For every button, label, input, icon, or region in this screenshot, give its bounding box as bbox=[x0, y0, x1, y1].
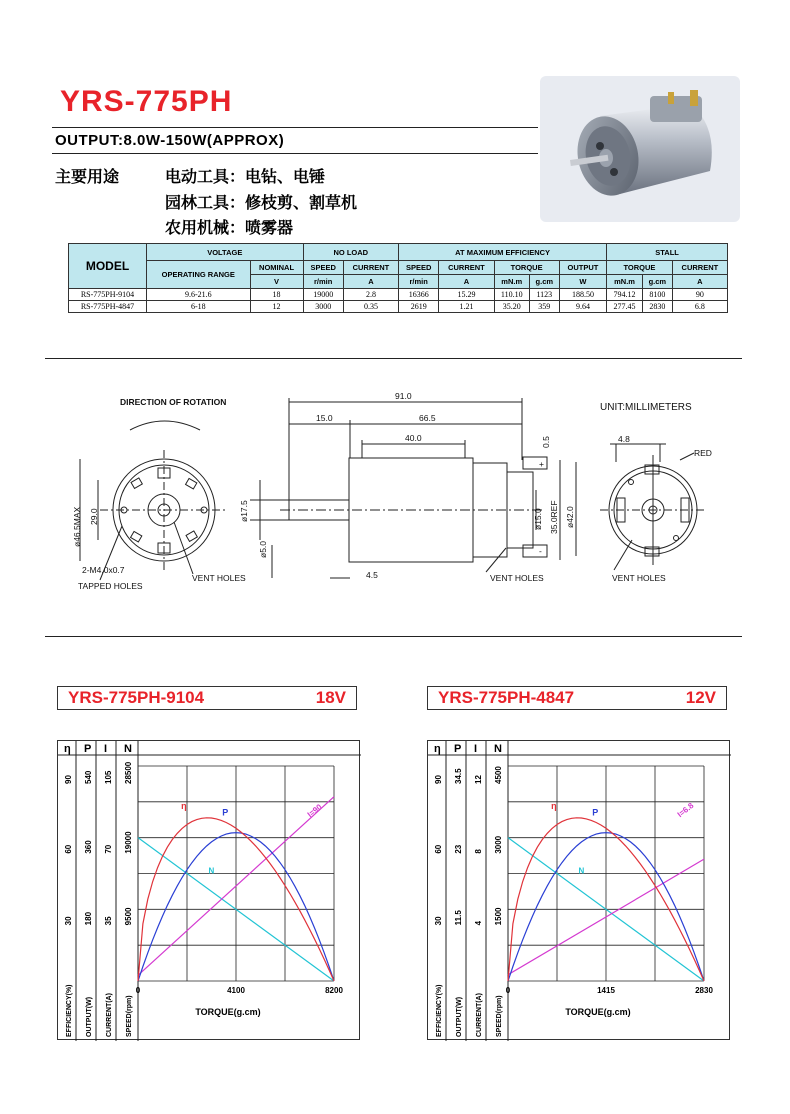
y-tick-label: 35 bbox=[104, 916, 113, 926]
cur-curve-label: I=90 bbox=[305, 802, 324, 820]
th-st-torque: TORQUE bbox=[607, 261, 673, 275]
y-tick-label: 90 bbox=[434, 775, 443, 784]
header-label: η bbox=[64, 743, 71, 755]
x-tick-label: 0 bbox=[505, 986, 511, 995]
dir-rotation-label: DIRECTION OF ROTATION bbox=[120, 397, 227, 407]
unit-mnm: mN.m bbox=[494, 275, 529, 289]
y-tick-label: 180 bbox=[84, 911, 93, 926]
out-curve-label: P bbox=[592, 807, 599, 818]
y-tick-label: 34.5 bbox=[454, 768, 463, 784]
eff-curve-label: η bbox=[551, 801, 557, 811]
axis-column-label: EFFICIENCY(%) bbox=[436, 984, 443, 1037]
unit-v: V bbox=[250, 275, 303, 289]
y-tick-label: 360 bbox=[84, 840, 93, 854]
cell-me-torque-gcm: 1123 bbox=[529, 289, 559, 301]
cell-me-torque-gcm: 359 bbox=[529, 301, 559, 313]
cell-me-current: 1.21 bbox=[439, 301, 494, 313]
cell-nl-speed: 19000 bbox=[303, 289, 343, 301]
y-tick-label: 19000 bbox=[124, 831, 133, 854]
cell-me-torque-mnm: 35.20 bbox=[494, 301, 529, 313]
cell-nominal: 18 bbox=[250, 289, 303, 301]
dim-05: 0.5 bbox=[541, 436, 551, 448]
app-items: 电钻、电锤 bbox=[245, 167, 326, 186]
cell-nl-current: 0.35 bbox=[343, 301, 398, 313]
header-label: I bbox=[104, 743, 108, 755]
section-rule bbox=[45, 636, 742, 637]
minus-terminal: - bbox=[539, 546, 542, 556]
th-operating-range: OPERATING RANGE bbox=[147, 261, 251, 289]
tapped-holes-2: TAPPED HOLES bbox=[78, 581, 143, 591]
cell-st-torque-gcm: 2830 bbox=[642, 301, 672, 313]
x-tick-label: 8200 bbox=[325, 986, 343, 995]
unit-mnm: mN.m bbox=[607, 275, 643, 289]
header-label: I bbox=[474, 743, 478, 755]
cell-nominal: 12 bbox=[250, 301, 303, 313]
plus-terminal: + bbox=[539, 459, 544, 469]
th-me-current: CURRENT bbox=[439, 261, 494, 275]
unit-gcm: g.cm bbox=[529, 275, 559, 289]
unit-a: A bbox=[672, 275, 727, 289]
vent-holes-rear: VENT HOLES bbox=[612, 573, 666, 583]
cell-range: 9.6-21.6 bbox=[147, 289, 251, 301]
eff-curve-label: η bbox=[181, 801, 187, 811]
chart-model: YRS-775PH-4847 bbox=[438, 688, 575, 707]
chart-title-2 bbox=[427, 686, 727, 710]
vent-holes-front: VENT HOLES bbox=[192, 573, 246, 583]
y-tick-label: 4500 bbox=[494, 766, 503, 784]
axis-column-label: OUTPUT(W) bbox=[86, 996, 93, 1037]
cell-nl-current: 2.8 bbox=[343, 289, 398, 301]
x-axis-title: TORQUE(g.cm) bbox=[195, 1007, 261, 1017]
spd-curve-label: N bbox=[208, 866, 215, 876]
th-max-eff: AT MAXIMUM EFFICIENCY bbox=[399, 244, 607, 261]
chart-model: YRS-775PH-9104 bbox=[68, 688, 205, 707]
dim-91: 91.0 bbox=[395, 391, 412, 401]
chart-voltage: 12V bbox=[685, 688, 716, 707]
cell-nl-speed: 3000 bbox=[303, 301, 343, 313]
cell-st-current: 90 bbox=[672, 289, 727, 301]
header-label: N bbox=[124, 743, 132, 755]
y-tick-label: 60 bbox=[434, 844, 443, 854]
y-tick-label: 4 bbox=[474, 920, 483, 926]
app-items: 喷雾器 bbox=[245, 218, 294, 237]
y-tick-label: 8 bbox=[474, 849, 483, 854]
x-axis-title: TORQUE(g.cm) bbox=[565, 1007, 631, 1017]
y-tick-label: 105 bbox=[104, 770, 113, 784]
chart-1 bbox=[57, 740, 360, 1040]
chart-voltage: 18V bbox=[315, 688, 346, 707]
dim-45: 4.5 bbox=[366, 570, 378, 580]
unit-rmin: r/min bbox=[303, 275, 343, 289]
dim-d-max: ø46.5MAX bbox=[72, 506, 82, 547]
y-tick-label: 12 bbox=[474, 775, 483, 784]
x-tick-label: 2830 bbox=[695, 986, 713, 995]
unit-a: A bbox=[343, 275, 398, 289]
chart-1-svg bbox=[58, 741, 361, 1041]
app-items: 修枝剪、割草机 bbox=[245, 193, 358, 212]
header-label: N bbox=[494, 743, 502, 755]
cell-st-torque-mnm: 277.45 bbox=[607, 301, 643, 313]
axis-column-label: EFFICIENCY(%) bbox=[66, 984, 73, 1037]
chart-2 bbox=[427, 740, 730, 1040]
chart-2-svg bbox=[428, 741, 731, 1041]
app-category: 电动工具： bbox=[165, 167, 246, 186]
dim-35: 35.0REF bbox=[549, 500, 559, 534]
th-voltage: VOLTAGE bbox=[147, 244, 304, 261]
axis-column-label: SPEED(rpm) bbox=[126, 995, 133, 1037]
cell-model: RS-775PH-4847 bbox=[69, 301, 147, 313]
th-no-load: NO LOAD bbox=[303, 244, 399, 261]
tapped-holes-1: 2-M4.0x0.7 bbox=[82, 565, 125, 575]
y-tick-label: 3000 bbox=[494, 835, 503, 854]
th-me-torque: TORQUE bbox=[494, 261, 559, 275]
cell-me-output: 9.64 bbox=[559, 301, 606, 313]
th-stall: STALL bbox=[607, 244, 728, 261]
out-curve-label: P bbox=[222, 807, 229, 818]
th-st-current: CURRENT bbox=[672, 261, 727, 275]
th-nl-current: CURRENT bbox=[343, 261, 398, 275]
unit-gcm: g.cm bbox=[642, 275, 672, 289]
dim-42: ø42.0 bbox=[565, 506, 575, 528]
dim-5: ø5.0 bbox=[258, 540, 268, 558]
applications-heading: 主要用途 bbox=[55, 167, 120, 186]
th-me-output: OUTPUT bbox=[559, 261, 606, 275]
dim-175: ø17.5 bbox=[239, 500, 249, 522]
axis-column-label: CURRENT(A) bbox=[476, 993, 483, 1037]
axis-column-label: CURRENT(A) bbox=[106, 993, 113, 1037]
th-model: MODEL bbox=[69, 244, 147, 289]
cell-model: RS-775PH-9104 bbox=[69, 289, 147, 301]
cell-range: 6-18 bbox=[147, 301, 251, 313]
cell-st-torque-gcm: 8100 bbox=[642, 289, 672, 301]
dim-15-dia: ø15.0 bbox=[533, 508, 543, 530]
th-me-speed: SPEED bbox=[399, 261, 439, 275]
app-category: 农用机械： bbox=[165, 218, 246, 237]
y-tick-label: 30 bbox=[434, 916, 443, 926]
output-range: OUTPUT:8.0W-150W(APPROX) bbox=[55, 132, 285, 149]
x-tick-label: 4100 bbox=[227, 986, 245, 995]
axis-column-label: OUTPUT(W) bbox=[456, 996, 463, 1037]
cell-st-torque-mnm: 794.12 bbox=[607, 289, 643, 301]
y-tick-label: 23 bbox=[454, 844, 463, 854]
y-tick-label: 1500 bbox=[494, 907, 503, 926]
cell-me-output: 188.50 bbox=[559, 289, 606, 301]
y-tick-label: 90 bbox=[64, 775, 73, 784]
cell-st-current: 6.8 bbox=[672, 301, 727, 313]
cell-me-torque-mnm: 110.10 bbox=[494, 289, 529, 301]
y-tick-label: 60 bbox=[64, 844, 73, 854]
app-category: 园林工具： bbox=[165, 193, 246, 212]
unit-rmin: r/min bbox=[399, 275, 439, 289]
dim-48: 4.8 bbox=[618, 434, 630, 444]
dim-665: 66.5 bbox=[419, 413, 436, 423]
cell-me-speed: 16366 bbox=[399, 289, 439, 301]
y-tick-label: 28500 bbox=[124, 761, 133, 784]
cur-curve-label: I=6.8 bbox=[675, 800, 696, 820]
x-tick-label: 1415 bbox=[597, 986, 615, 995]
cell-me-speed: 2619 bbox=[399, 301, 439, 313]
spd-curve-label: N bbox=[578, 866, 585, 876]
y-tick-label: 9500 bbox=[124, 907, 133, 926]
header-label: η bbox=[434, 743, 441, 755]
unit-a: A bbox=[439, 275, 494, 289]
header-label: P bbox=[84, 743, 92, 755]
model-title: YRS-775PH bbox=[60, 85, 233, 118]
y-tick-label: 540 bbox=[84, 770, 93, 784]
cell-me-current: 15.29 bbox=[439, 289, 494, 301]
y-tick-label: 70 bbox=[104, 844, 113, 854]
unit-label: UNIT:MILLIMETERS bbox=[600, 402, 692, 413]
axis-column-label: SPEED(rpm) bbox=[496, 995, 503, 1037]
th-nl-speed: SPEED bbox=[303, 261, 343, 275]
x-tick-label: 0 bbox=[135, 986, 141, 995]
red-label: RED bbox=[694, 448, 712, 458]
y-tick-label: 11.5 bbox=[454, 910, 463, 926]
chart-title-1 bbox=[57, 686, 357, 710]
unit-w: W bbox=[559, 275, 606, 289]
dim-15: 15.0 bbox=[316, 413, 333, 423]
y-tick-label: 30 bbox=[64, 916, 73, 926]
header-label: P bbox=[454, 743, 462, 755]
th-nominal: NOMINAL bbox=[250, 261, 303, 275]
vent-holes-side: VENT HOLES bbox=[490, 573, 544, 583]
dim-29: 29.0 bbox=[89, 508, 99, 525]
dim-40: 40.0 bbox=[405, 433, 422, 443]
